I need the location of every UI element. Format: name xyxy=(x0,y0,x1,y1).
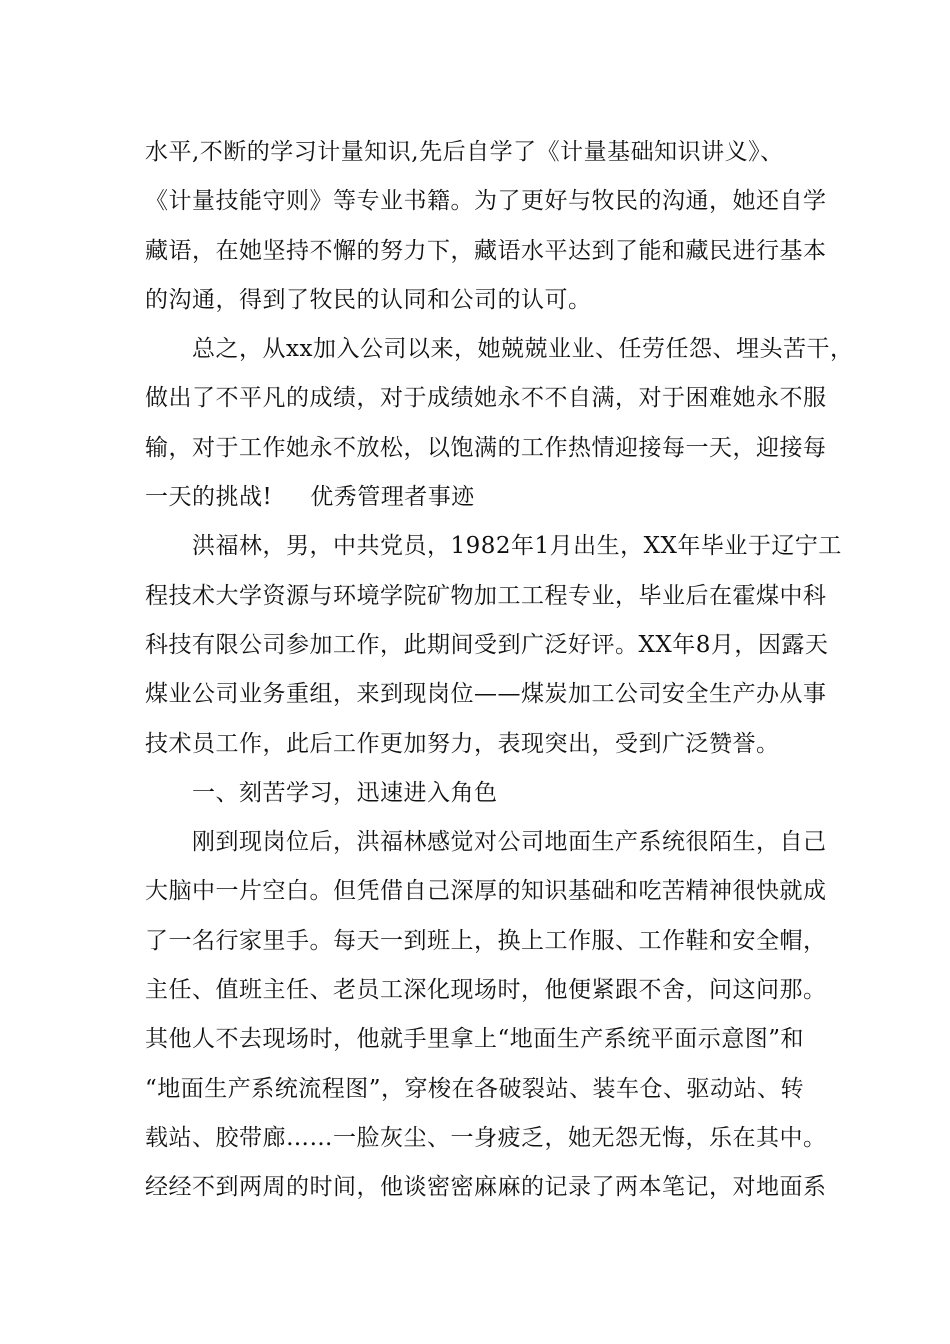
text-line: 水平,不断的学习计量知识,先后自学了《计量基础知识讲义》、 xyxy=(145,139,784,165)
text-line: 做出了不平凡的成绩，对于成绩她永不不自满，对于困难她永不服 xyxy=(145,385,827,412)
text-line-with-heading xyxy=(145,473,810,522)
text-line: “地面生产系统流程图”，穿梭在各破裂站、装车仓、驱动站、转 xyxy=(145,1075,805,1102)
text-line: 大脑中一片空白。但凭借自己深厚的知识基础和吃苦精神很快就成 xyxy=(145,878,827,905)
text-line: 载站、胶带廊……一脸灰尘、一身疲乏，她无怨无悔，乐在其中。 xyxy=(145,1124,827,1151)
text-line: 经经不到两周的时间，他谈密密麻麻的记录了两本笔记，对地面系 xyxy=(145,1174,827,1201)
text-line: 程技术大学资源与环境学院矿物加工工程专业，毕业后在霍煤中科 xyxy=(145,582,827,609)
text-line: 输，对于工作她永不放松，以饱满的工作热情迎接每一天，迎接每 xyxy=(145,434,827,461)
text-line: 藏语，在她坚持不懈的努力下，藏语水平达到了能和藏民进行基本 xyxy=(145,237,827,264)
text-line: 煤业公司业务重组，来到现岗位——煤炭加工公司安全生产办从事 xyxy=(145,681,827,708)
section-title: 优秀管理者事迹 xyxy=(310,484,475,511)
text-line: 洪福林，男，中共党员，1982年1月出生，XX年毕业于辽宁工 xyxy=(192,533,842,560)
text-line: 一天的挑战! xyxy=(145,484,273,511)
text-line: 科技有限公司参加工作，此期间受到广泛好评。XX年8月，因露天 xyxy=(145,631,829,658)
text-line: 了一名行家里手。每天一到班上，换上工作服、工作鞋和安全帽， xyxy=(145,927,827,954)
text-line: 的沟通，得到了牧民的认同和公司的认可。 xyxy=(145,286,592,313)
text-line: 刚到现岗位后，洪福林感觉对公司地面生产系统很陌生，自己 xyxy=(192,829,827,856)
text-line: 其他人不去现场时，他就手里拿上“地面生产系统平面示意图”和 xyxy=(145,1026,805,1053)
text-line: 技术员工作，此后工作更加努力，表现突出，受到广泛赞誉。 xyxy=(145,730,780,757)
subheading: 一、刻苦学习，迅速进入角色 xyxy=(192,779,498,806)
document-body xyxy=(145,128,854,1213)
text-line: 总之，从xx加入公司以来，她兢兢业业、任劳任怨、埋头苦干， xyxy=(192,336,854,363)
text-line: 《计量技能守则》等专业书籍。为了更好与牧民的沟通，她还自学 xyxy=(145,188,827,215)
text-line: 主任、值班主任、老员工深化现场时，他便紧跟不舍，问这问那。 xyxy=(145,977,827,1004)
